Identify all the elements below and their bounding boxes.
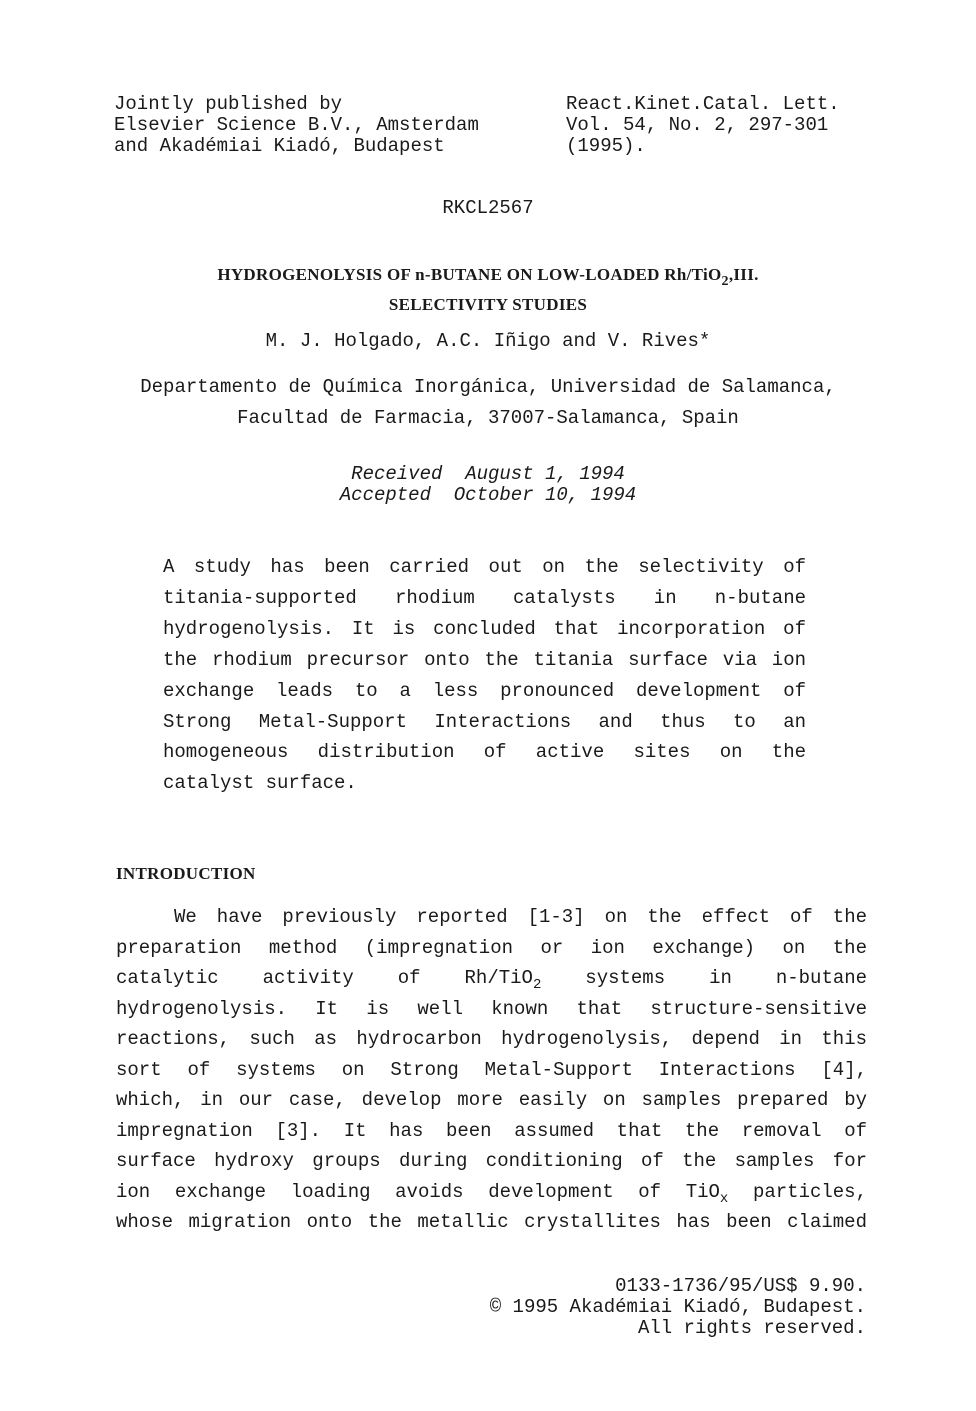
abstract <box>163 552 806 799</box>
authors: M. J. Holgado, A.C. Iñigo and V. Rives* <box>265 330 711 352</box>
intro-line: reactions, such as hydrocarbon hydrogenolysis, depend in this <box>116 1028 867 1050</box>
intro-line: whose migration onto the metallic crystallites has been claimed <box>116 1211 867 1233</box>
abstract-line: Strong Metal-Support Interactions and thus to an <box>163 710 806 733</box>
affiliation-line: Departamento de Química Inorgánica, Universidad de Salamanca, <box>140 376 836 398</box>
affiliation-line: Facultad de Farmacia, 37007-Salamanca, Spain <box>237 407 739 429</box>
intro-line: preparation method (impregnation or ion exchange) on the <box>116 936 867 959</box>
footer-line: 0133-1736/95/US$ 9.90. <box>615 1275 866 1297</box>
publisher-block <box>114 94 479 157</box>
intro-line: catalytic activity of Rh/TiO$_2$ systems in n-butane <box>116 967 868 993</box>
introduction-body <box>116 902 867 1238</box>
article-code: RKCL2567 <box>442 197 534 219</box>
accepted-date: Accepted October 10, 1994 <box>339 484 637 506</box>
abstract-line: exchange leads to a less pronounced development of <box>163 679 806 702</box>
intro-line: surface hydroxy groups during conditioning of the samples for <box>116 1150 867 1172</box>
abstract-line: homogeneous distribution of active sites on the <box>163 741 806 764</box>
footer-line: All rights reserved. <box>637 1317 866 1339</box>
journal-line: Vol. 54, No. 2, 297-301 <box>566 114 829 136</box>
abstract-line: the rhodium precursor onto the titania surface via ion <box>163 648 806 671</box>
journal-reference <box>566 94 840 157</box>
abstract-line: hydrogenolysis. It is concluded that incorporation of <box>163 617 806 640</box>
intro-line: ion exchange loading avoids development of TiO$_x$ particles, <box>116 1180 867 1207</box>
journal-line: (1995). <box>566 135 646 157</box>
intro-line: impregnation [3]. It has been assumed that the removal of <box>116 1119 867 1142</box>
publisher-line: Jointly published by <box>114 93 343 115</box>
intro-line: sort of systems on Strong Metal-Support Interactions [4], <box>116 1058 867 1081</box>
abstract-line: A study has been carried out on the selectivity of <box>163 556 806 578</box>
intro-line: We have previously reported [1-3] on the effect of the <box>174 906 867 928</box>
publisher-line: Elsevier Science B.V., Amsterdam <box>114 114 479 136</box>
introduction-heading: INTRODUCTION <box>116 864 256 883</box>
abstract-line: catalyst surface. <box>163 772 357 795</box>
journal-line: React.Kinet.Catal. Lett. <box>566 93 840 115</box>
intro-line: which, in our case, develop more easily on samples prepared by <box>116 1089 867 1111</box>
title-line-2: SELECTIVITY STUDIES <box>388 295 588 314</box>
paper-title <box>0 260 976 320</box>
publisher-line: and Akadémiai Kiadó, Budapest <box>114 135 445 157</box>
copyright-footer <box>490 1276 866 1339</box>
intro-line: hydrogenolysis. It is well known that structure-sensitive <box>116 997 867 1020</box>
abstract-line: titania-supported rhodium catalysts in n-butane <box>163 586 806 609</box>
dates <box>0 464 976 506</box>
title-line-1: HYDROGENOLYSIS OF n-BUTANE ON LOW-LOADED Rh/TiO$_2$,III. <box>217 265 759 289</box>
footer-line: © 1995 Akadémiai Kiadó, Budapest. <box>489 1296 866 1318</box>
received-date: Received August 1, 1994 <box>351 463 625 485</box>
affiliation <box>0 372 976 434</box>
